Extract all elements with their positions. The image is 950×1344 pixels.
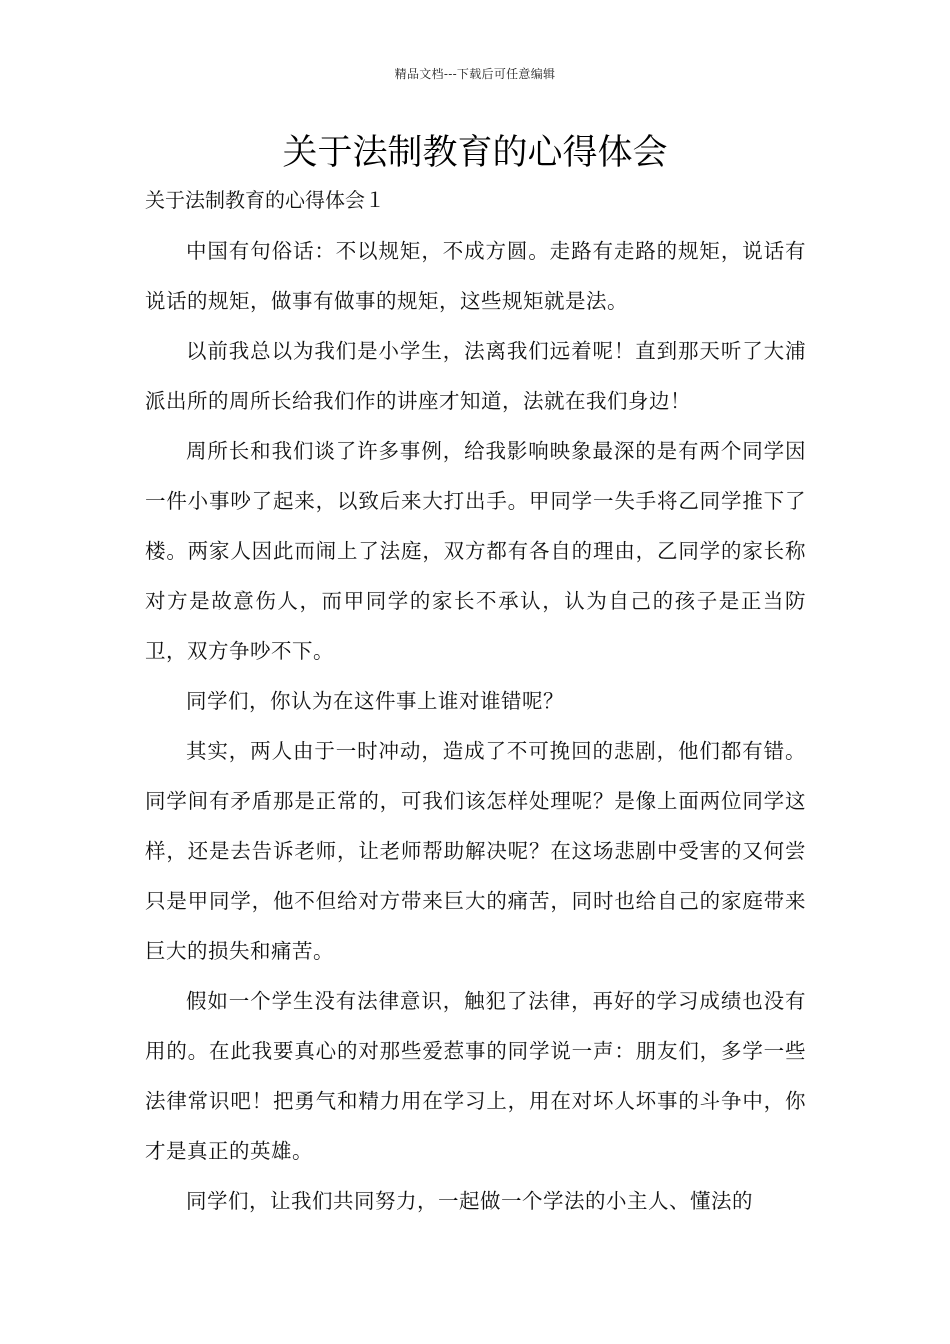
section-heading: 关于法制教育的心得体会１ — [145, 188, 385, 212]
paragraph-7: 同学们，让我们共同努力，一起做一个学法的小主人、懂法的 — [186, 1189, 753, 1213]
document-body — [145, 226, 806, 1226]
paragraph-4: 同学们，你认为在这件事上谁对谁错呢？ — [186, 689, 564, 713]
paragraph-6: 假如一个学生没有法律意识，触犯了法律，再好的学习成绩也没有用的。在此我要真心的对那些爱惹事的同学说一声：朋友们，多学一些法律常识吧！把勇气和精力用在学习上，用在对坏人坏事的斗争中，你才是真正的英雄。 — [145, 989, 806, 1163]
paragraph-5: 其实，两人由于一时冲动，造成了不可挽回的悲剧，他们都有错。同学间有矛盾那是正常的，可我们该怎样处理呢？是像上面两位同学这样，还是去告诉老师，让老师帮助解决呢？在这场悲剧中受害的又何尝只是甲同学，他不但给对方带来巨大的痛苦，同时也给自己的家庭带来巨大的损失和痛苦。 — [145, 739, 806, 963]
paragraph-1: 中国有句俗话：不以规矩，不成方圆。走路有走路的规矩，说话有说话的规矩，做事有做事的规矩，这些规矩就是法。 — [145, 239, 806, 313]
paragraph-2: 以前我总以为我们是小学生，法离我们远着呢！直到那天听了大浦派出所的周所长给我们作的讲座才知道，法就在我们身边！ — [145, 339, 806, 413]
header-note: 精品文档---下载后可任意编辑 — [394, 67, 556, 81]
paragraph-3: 周所长和我们谈了许多事例，给我影响映象最深的是有两个同学因一件小事吵了起来，以致后来大打出手。甲同学一失手将乙同学推下了楼。两家人因此而闹上了法庭，双方都有各自的理由，乙同学的家长称对方是故意伤人，而甲同学的家长不承认，认为自己的孩子是正当防卫，双方争吵不下。 — [145, 439, 806, 663]
document-title: 关于法制教育的心得体会 — [282, 133, 668, 173]
